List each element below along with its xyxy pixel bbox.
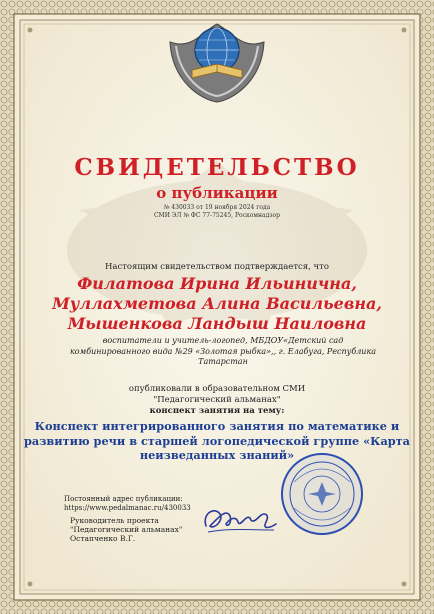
- author-names: [0, 274, 434, 334]
- author-position: воспитатели и учитель-логопед, МБДОУ«Детский сад комбинированного вида №29 «Золотая рыбка»,, г. Елабуга, Республика Татарстан: [70, 336, 376, 366]
- author-name: Муллахметова Алина Васильевна,: [52, 294, 382, 313]
- signature-icon: [200, 500, 280, 538]
- media-registration: СМИ ЭЛ № ФС 77-75245, Роскомнадзор: [153, 212, 281, 219]
- certificate-subtitle: о публикации: [156, 184, 278, 202]
- stamp-seal-icon: [280, 452, 364, 536]
- publication-topic: Конспект интегрированного занятия по математике и развитию речи в старшей логопедической группе «Карта неизведанных знаний»: [24, 419, 410, 462]
- intro-text: Настоящим свидетельством подтверждается, что: [104, 262, 329, 272]
- registration-number: № 430033 от 19 ноября 2024 года: [163, 204, 271, 211]
- topic-label: конспект занятия на тему:: [149, 406, 285, 416]
- author-name: Филатова Ирина Ильинична,: [77, 274, 357, 293]
- published-in: опубликовали в образовательном СМИ: [128, 384, 306, 394]
- certificate-title: СВИДЕТЕЛЬСТВО: [74, 154, 360, 181]
- address-url[interactable]: https://www.pedalmanac.ru/430033: [64, 504, 191, 512]
- address-label: Постоянный адрес публикации:: [64, 495, 183, 503]
- journal-name: "Педагогический альманах": [153, 395, 281, 405]
- author-name: Мышенкова Ландыш Наиловна: [67, 314, 367, 333]
- project-head-name: Остапченко В.Г.: [70, 534, 136, 543]
- project-head-title: Руководитель проекта: [70, 516, 159, 525]
- project-head-journal: "Педагогический альманах": [70, 525, 183, 534]
- globe-book-emblem-icon: [162, 2, 272, 106]
